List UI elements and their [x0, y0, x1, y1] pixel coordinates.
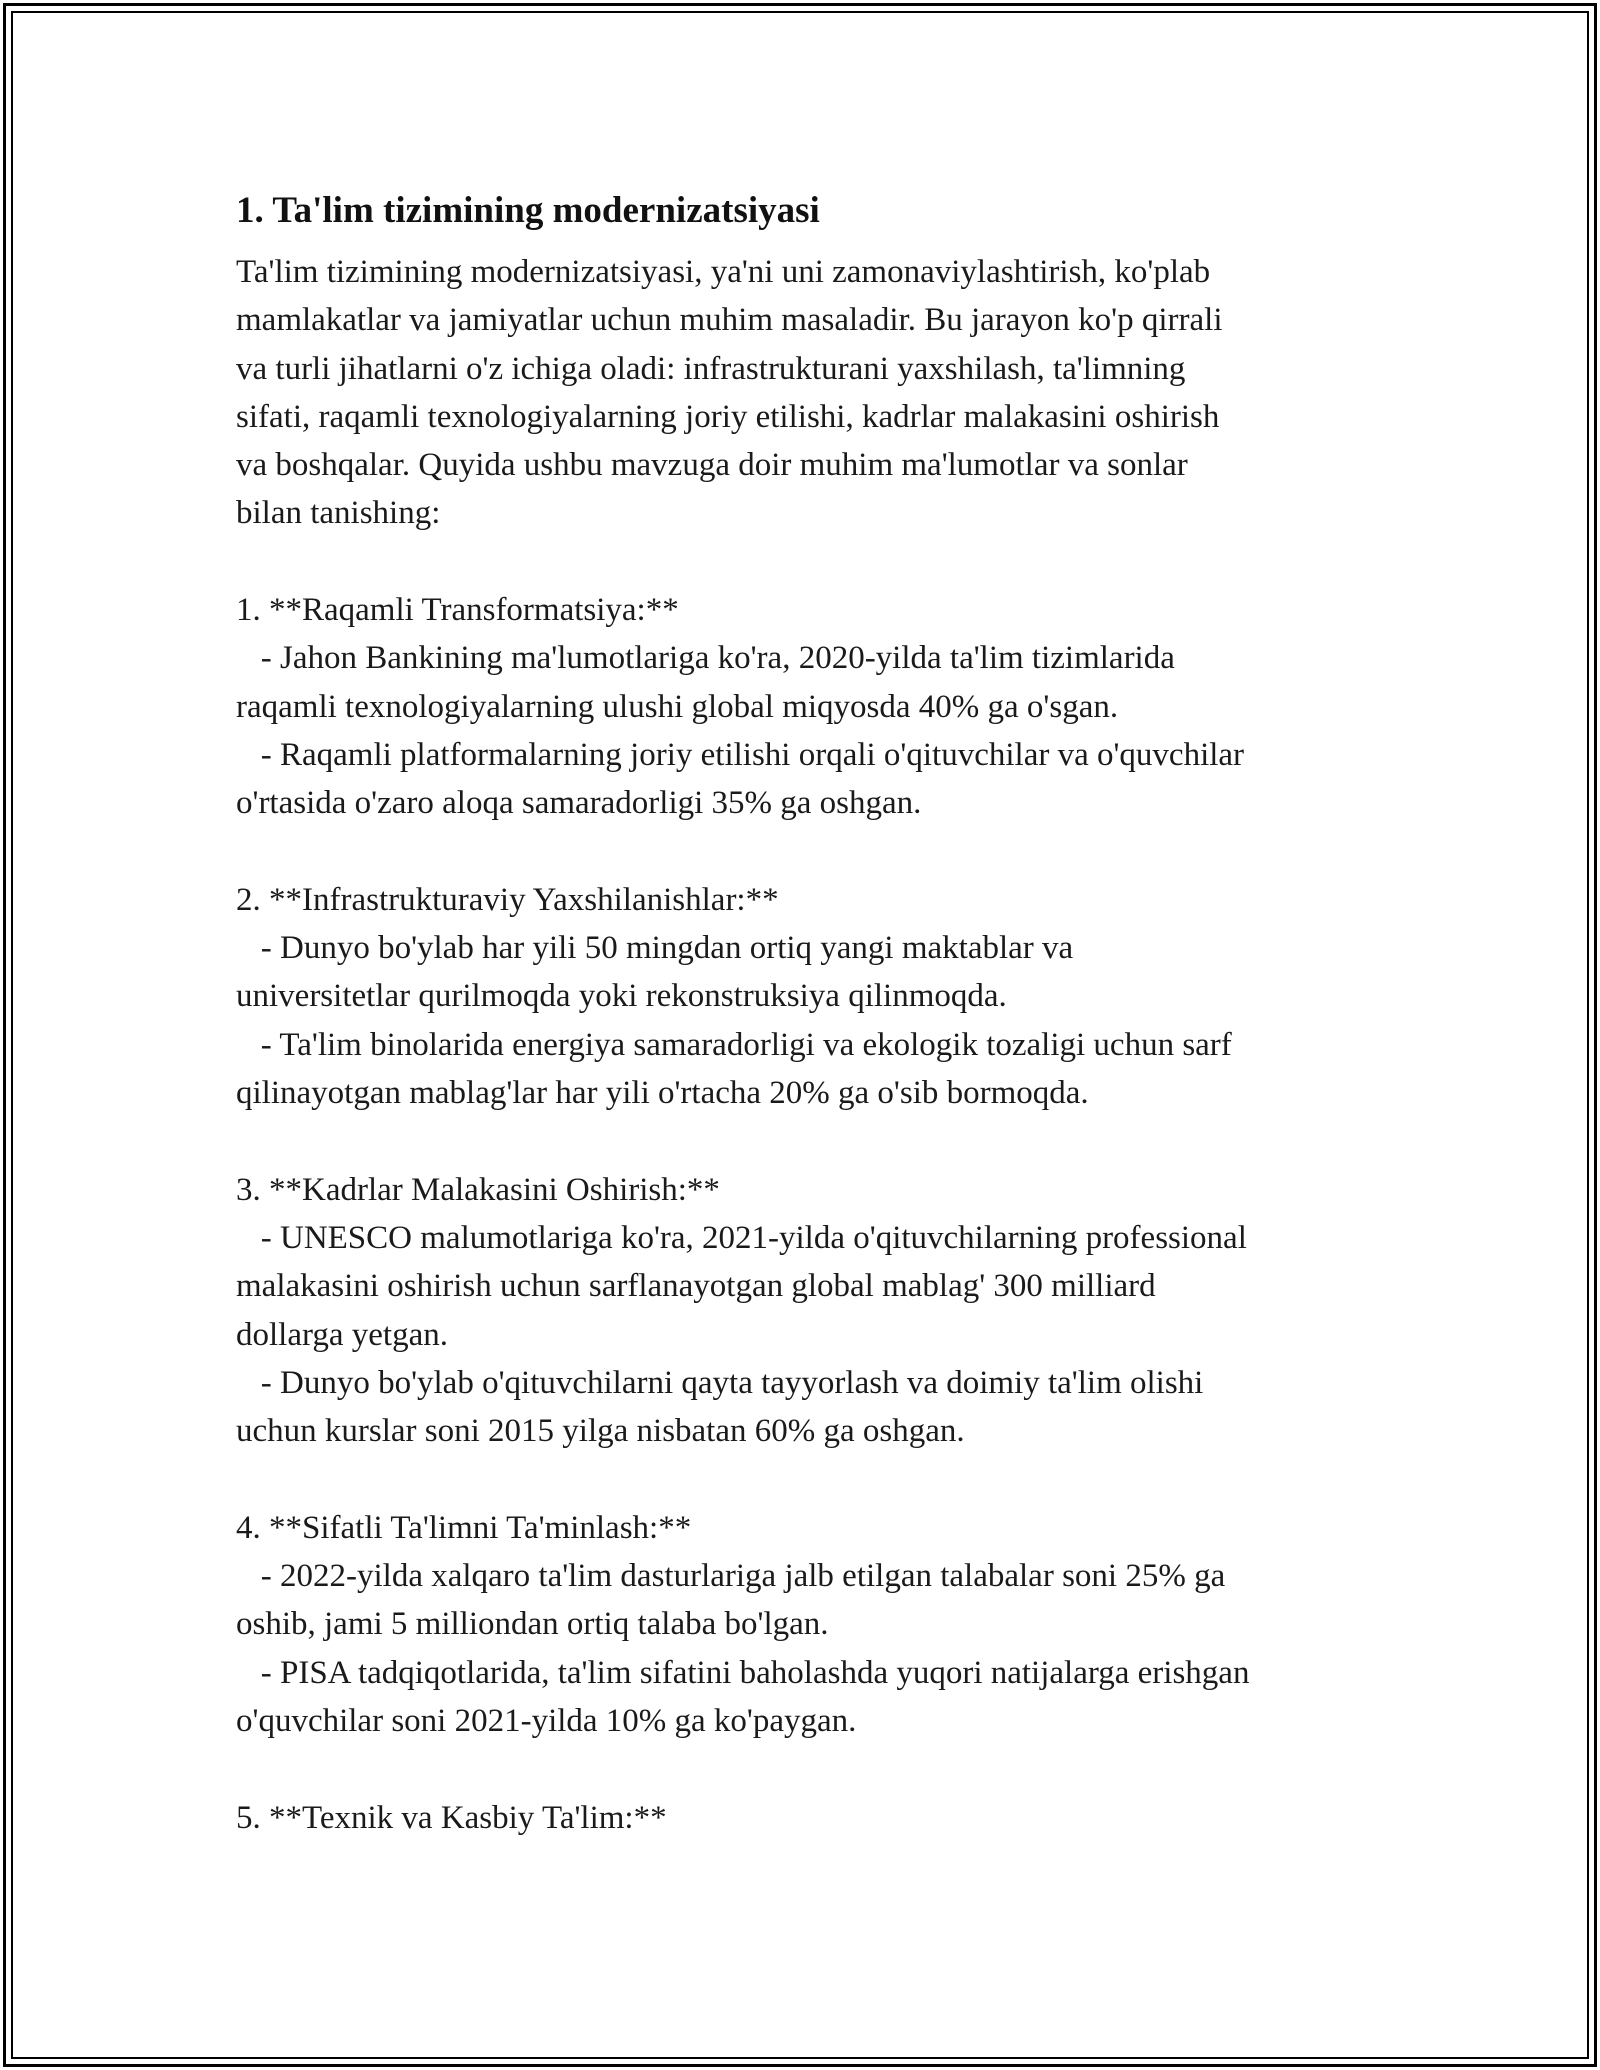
list-item-line: - Dunyo bo'ylab o'qituvchilarni qayta tayyorlash va doimiy ta'lim olishi — [236, 1364, 1204, 1401]
intro-paragraph — [236, 248, 1396, 538]
list-item-infrastructure — [236, 876, 1396, 1117]
list-item-line: oshib, jami 5 milliondan ortiq talaba bo'lgan. — [236, 1606, 829, 1643]
list-item-line: - Raqamli platformalarning joriy etilishi orqali o'qituvchilar va o'quvchilar — [236, 736, 1245, 773]
list-item-title: 3. **Kadrlar Malakasini Oshirish:** — [236, 1171, 720, 1208]
list-item-line: uchun kurslar soni 2015 yilga nisbatan 60% ga oshgan. — [236, 1413, 965, 1450]
intro-line: Ta'lim tizimining modernizatsiyasi, ya'ni uni zamonaviylashtirish, ko'plab — [236, 254, 1211, 290]
intro-line: va turli jihatlarni o'z ichiga oladi: infrastrukturani yaxshilash, ta'limning — [236, 350, 1186, 387]
spacer — [236, 828, 1396, 876]
spacer — [236, 538, 1396, 586]
intro-line: sifati, raqamli texnologiyalarning joriy etilishi, kadrlar malakasini oshirish — [236, 398, 1220, 435]
spacer — [236, 1455, 1396, 1503]
list-item-line: raqamli texnologiyalarning ulushi global miqyosda 40% ga o'sgan. — [236, 688, 1119, 725]
list-item-title: 4. **Sifatli Ta'limni Ta'minlash:** — [236, 1509, 692, 1546]
intro-line: mamlakatlar va jamiyatlar uchun muhim masaladir. Bu jarayon ko'p qirrali — [236, 302, 1223, 339]
intro-line: bilan tanishing: — [236, 495, 441, 532]
list-item-staff-training — [236, 1166, 1396, 1456]
section-heading: 1. Ta'lim tizimining modernizatsiyasi — [236, 190, 820, 231]
list-item-line: - PISA tadqiqotlarida, ta'lim sifatini baholashda yuqori natijalarga erishgan — [236, 1654, 1250, 1691]
list-item-line: - UNESCO malumotlariga ko'ra, 2021-yilda o'qituvchilarning professional — [236, 1219, 1247, 1256]
list-item-line: - Jahon Bankining ma'lumotlariga ko'ra, 2020-yilda ta'lim tizimlarida — [236, 640, 1175, 677]
document-body — [236, 186, 1396, 1842]
list-item-line: o'quvchilar soni 2021-yilda 10% ga ko'paygan. — [236, 1702, 857, 1739]
list-item-title: 2. **Infrastrukturaviy Yaxshilanishlar:** — [236, 881, 779, 918]
list-item-line: - Dunyo bo'ylab har yili 50 mingdan ortiq yangi maktablar va — [236, 930, 1074, 967]
list-item-quality-education — [236, 1504, 1396, 1745]
list-item-title: 5. **Texnik va Kasbiy Ta'lim:** — [236, 1799, 667, 1836]
list-item-digital-transformation — [236, 586, 1396, 827]
spacer — [236, 1745, 1396, 1793]
intro-line: va boshqalar. Quyida ushbu mavzuga doir muhim ma'lumotlar va sonlar — [236, 447, 1188, 484]
list-item-line: - Ta'lim binolarida energiya samaradorligi va ekologik tozaligi uchun sarf — [236, 1026, 1232, 1063]
list-item-line: dollarga yetgan. — [236, 1316, 448, 1353]
list-item-technical-vocational — [236, 1794, 1396, 1842]
spacer — [236, 1117, 1396, 1165]
list-item-line: universitetlar qurilmoqda yoki rekonstruksiya qilinmoqda. — [236, 978, 1007, 1015]
list-item-line: - 2022-yilda xalqaro ta'lim dasturlariga jalb etilgan talabalar soni 25% ga — [236, 1558, 1226, 1595]
list-item-line: malakasini oshirish uchun sarflanayotgan global mablag' 300 milliard — [236, 1268, 1156, 1305]
list-item-title: 1. **Raqamli Transformatsiya:** — [236, 592, 679, 629]
list-item-line: qilinayotgan mablag'lar har yili o'rtacha 20% ga o'sib bormoqda. — [236, 1075, 1089, 1112]
list-item-line: o'rtasida o'zaro aloqa samaradorligi 35% ga oshgan. — [236, 785, 922, 822]
